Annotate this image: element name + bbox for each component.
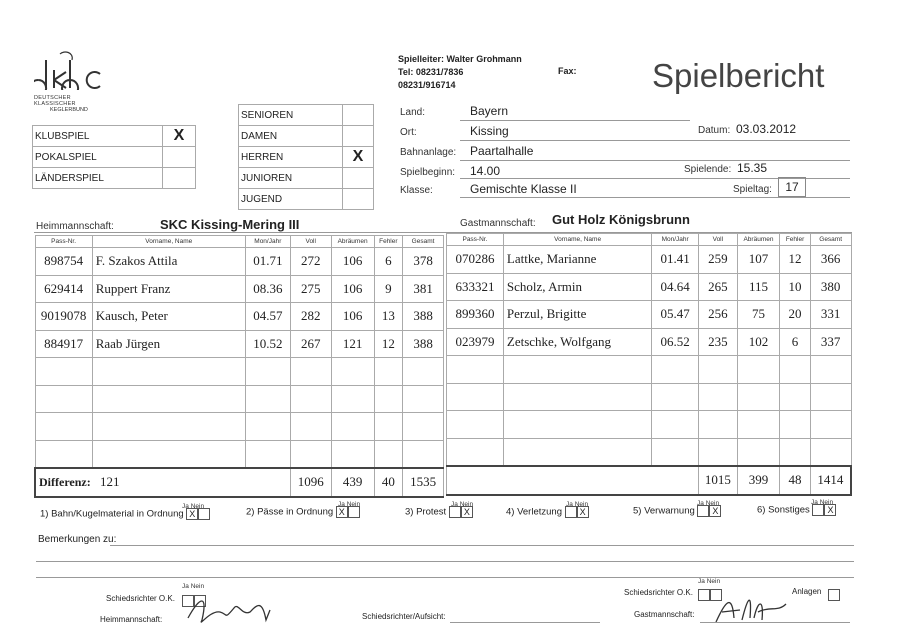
table-row — [35, 248, 444, 276]
page-title: Spielbericht — [652, 57, 825, 94]
empty-row — [447, 438, 852, 466]
heim-sign-label: Heimmannschaft: — [100, 615, 163, 624]
ja-label: Ja — [451, 501, 458, 508]
laenderspiel-label: LÄNDERSPIEL — [33, 168, 163, 189]
col-name: Vorname, Name — [503, 234, 651, 246]
ja-label: Ja — [182, 503, 189, 510]
player-name: Ruppert Franz — [92, 275, 245, 303]
logo-line2: KEGLERBUND — [50, 107, 88, 113]
voll: 235 — [699, 328, 738, 356]
bahnanlage-label: Bahnanlage: — [400, 147, 457, 158]
check-6 — [757, 499, 836, 516]
heim-label: Heimmannschaft: — [36, 221, 114, 232]
gast-total-voll: 1015 — [699, 466, 738, 495]
gesamt: 378 — [403, 248, 444, 276]
herren-label: HERREN — [239, 147, 343, 168]
land-value: Bayern — [470, 104, 509, 118]
heim-total-row — [35, 468, 444, 497]
table-row — [35, 330, 444, 358]
gast-header-row — [447, 234, 852, 246]
heim-total-fehler: 40 — [374, 468, 403, 497]
ja-checkbox[interactable]: X — [186, 508, 198, 520]
ja-label: Ja — [182, 583, 189, 590]
gesamt: 337 — [810, 328, 851, 356]
spielbeginn-value: 14.00 — [470, 164, 501, 178]
heim-total-voll: 1096 — [290, 468, 331, 497]
heim-header-row — [35, 236, 444, 248]
schiri-ok-label: Schiedsrichter O.K. — [106, 594, 175, 603]
junioren-mark — [343, 168, 374, 189]
gast-label: Gastmannschaft: — [460, 218, 536, 229]
abraeumen: 121 — [331, 330, 374, 358]
abraeumen: 107 — [737, 246, 780, 274]
ja-label: Ja — [566, 501, 573, 508]
fehler: 20 — [780, 301, 810, 329]
klubspiel-label: KLUBSPIEL — [33, 126, 163, 147]
check-2 — [246, 501, 361, 518]
voll: 272 — [290, 248, 331, 276]
spielende-value: 15.35 — [737, 161, 768, 175]
gesamt: 381 — [403, 275, 444, 303]
pokalspiel-mark — [163, 147, 196, 168]
abraeumen: 75 — [737, 301, 780, 329]
abraeumen: 115 — [737, 273, 780, 301]
gast-total-abraeumen: 399 — [737, 466, 780, 495]
nein-checkbox[interactable]: X — [709, 505, 721, 517]
ja-label: Ja — [697, 500, 704, 507]
bemerkungen-label: Bemerkungen zu: — [38, 534, 117, 545]
mon-jahr: 01.71 — [245, 248, 290, 276]
table-row — [447, 301, 852, 329]
damen-mark — [343, 126, 374, 147]
gesamt: 366 — [810, 246, 851, 274]
gesamt: 331 — [810, 301, 851, 329]
damen-label: DAMEN — [239, 126, 343, 147]
spielbeginn-label: Spielbeginn: — [400, 167, 456, 178]
player-name: Scholz, Armin — [503, 273, 651, 301]
match-type-table — [32, 125, 196, 189]
heim-total-gesamt: 1535 — [403, 468, 444, 497]
datum-value: 03.03.2012 — [736, 122, 797, 136]
col-fehler: Fehler — [374, 236, 403, 248]
spieltag-value: 17 — [778, 177, 806, 197]
herren-mark: X — [343, 147, 374, 168]
mon-jahr: 04.57 — [245, 303, 290, 331]
senioren-mark — [343, 105, 374, 126]
check-5 — [633, 500, 721, 517]
table-row — [447, 328, 852, 356]
nein-label: Nein — [190, 583, 205, 590]
schiri-ok2-ja-checkbox[interactable] — [698, 589, 710, 601]
abraeumen: 102 — [737, 328, 780, 356]
mon-jahr: 06.52 — [652, 328, 699, 356]
schiri-ok2-label: Schiedsrichter O.K. — [624, 588, 693, 597]
fehler: 12 — [780, 246, 810, 274]
spielende-label: Spielende: — [684, 164, 732, 175]
nein-checkbox[interactable]: X — [577, 506, 589, 518]
junioren-label: JUNIOREN — [239, 168, 343, 189]
tel2: 08231/916714 — [398, 80, 456, 90]
table-row — [35, 275, 444, 303]
gast-total-row — [447, 466, 852, 495]
nein-label: Nein — [574, 501, 589, 508]
player-name: Perzul, Brigitte — [503, 301, 651, 329]
mon-jahr: 04.64 — [652, 273, 699, 301]
voll: 267 — [290, 330, 331, 358]
gast-team-name: Gut Holz Königsbrunn — [552, 212, 690, 227]
anlagen-label: Anlagen — [792, 587, 822, 596]
nein-label: Nein — [346, 501, 361, 508]
nein-label: Nein — [705, 500, 720, 507]
gesamt: 380 — [810, 273, 851, 301]
pass-nr: 9019078 — [35, 303, 92, 331]
col-abraeumen: Abräumen — [737, 234, 780, 246]
voll: 275 — [290, 275, 331, 303]
col-fehler: Fehler — [780, 234, 810, 246]
empty-row — [35, 440, 444, 468]
check-label: 4) Verletzung — [506, 506, 562, 518]
pass-nr: 633321 — [447, 273, 504, 301]
abraeumen: 106 — [331, 248, 374, 276]
ja-checkbox[interactable]: X — [336, 506, 348, 518]
gesamt: 388 — [403, 303, 444, 331]
ja-label: Ja — [698, 578, 705, 585]
schiri-aufsicht-label: Schiedsrichter/Aufsicht: — [362, 612, 446, 621]
col-pass: Pass-Nr. — [447, 234, 504, 246]
fax-label: Fax: — [558, 66, 577, 76]
voll: 282 — [290, 303, 331, 331]
player-name: Raab Jürgen — [92, 330, 245, 358]
fehler: 12 — [374, 330, 403, 358]
heim-table — [34, 235, 444, 498]
nein-checkbox[interactable]: X — [461, 506, 473, 518]
spieltag-label: Spieltag: — [733, 184, 772, 195]
heim-team-name: SKC Kissing-Mering III — [160, 217, 300, 232]
tel: Tel: 08231/7836 — [398, 67, 464, 77]
laenderspiel-mark — [163, 168, 196, 189]
player-name: Lattke, Marianne — [503, 246, 651, 274]
voll: 259 — [699, 246, 738, 274]
fehler: 10 — [780, 273, 810, 301]
gast-total-gesamt: 1414 — [810, 466, 851, 495]
col-voll: Voll — [290, 236, 331, 248]
col-monjahr: Mon/Jahr — [652, 234, 699, 246]
klasse-label: Klasse: — [400, 185, 433, 196]
nein-label: Nein — [819, 499, 834, 506]
player-name: Zetschke, Wolfgang — [503, 328, 651, 356]
category-table — [238, 104, 374, 210]
heim-signature — [180, 590, 280, 628]
empty-row — [35, 385, 444, 413]
player-name: Kausch, Peter — [92, 303, 245, 331]
voll: 256 — [699, 301, 738, 329]
pass-nr: 884917 — [35, 330, 92, 358]
jugend-label: JUGEND — [239, 189, 343, 210]
empty-row — [35, 413, 444, 441]
klubspiel-mark: X — [163, 126, 196, 147]
col-pass: Pass-Nr. — [35, 236, 92, 248]
voll: 265 — [699, 273, 738, 301]
senioren-label: SENIOREN — [239, 105, 343, 126]
check-label: 1) Bahn/Kugelmaterial in Ordnung — [40, 508, 184, 520]
nein-label: Nein — [706, 578, 721, 585]
table-row — [447, 246, 852, 274]
empty-row — [35, 358, 444, 386]
gesamt: 388 — [403, 330, 444, 358]
col-voll: Voll — [699, 234, 738, 246]
check-label: 3) Protest — [405, 506, 447, 518]
table-row — [35, 303, 444, 331]
bahnanlage-value: Paartalhalle — [470, 144, 534, 158]
logo-graphic — [34, 50, 114, 90]
check-1 — [40, 503, 210, 520]
nein-checkbox[interactable]: X — [824, 504, 836, 516]
check-label: 5) Verwarnung — [633, 505, 695, 517]
empty-row — [447, 383, 852, 411]
land-label: Land: — [400, 107, 426, 118]
ort-value: Kissing — [470, 124, 509, 138]
abraeumen: 106 — [331, 275, 374, 303]
ja-label: Ja — [811, 499, 818, 506]
pass-nr: 629414 — [35, 275, 92, 303]
check-label: 6) Sonstiges — [757, 504, 810, 516]
mon-jahr: 01.41 — [652, 246, 699, 274]
differenz-value: 121 — [100, 474, 120, 490]
fehler: 9 — [374, 275, 403, 303]
spielleiter: Spielleiter: Walter Grohmann — [398, 54, 522, 64]
col-gesamt: Gesamt — [810, 234, 851, 246]
mon-jahr: 08.36 — [245, 275, 290, 303]
check-4 — [506, 501, 589, 518]
pass-nr: 899360 — [447, 301, 504, 329]
pass-nr: 070286 — [447, 246, 504, 274]
fehler: 6 — [780, 328, 810, 356]
table-row — [447, 273, 852, 301]
col-monjahr: Mon/Jahr — [245, 236, 290, 248]
ja-label: Ja — [338, 501, 345, 508]
col-name: Vorname, Name — [92, 236, 245, 248]
gast-table — [446, 233, 852, 496]
player-name: F. Szakos Attila — [92, 248, 245, 276]
pass-nr: 898754 — [35, 248, 92, 276]
pokalspiel-label: POKALSPIEL — [33, 147, 163, 168]
nein-label: Nein — [190, 503, 205, 510]
col-abraeumen: Abräumen — [331, 236, 374, 248]
klasse-value: Gemischte Klasse II — [470, 182, 577, 196]
pass-nr: 023979 — [447, 328, 504, 356]
mon-jahr: 05.47 — [652, 301, 699, 329]
nein-label: Nein — [459, 501, 474, 508]
heim-total-abraeumen: 439 — [331, 468, 374, 497]
gast-sign-label: Gastmannschaft: — [634, 610, 695, 619]
col-gesamt: Gesamt — [403, 236, 444, 248]
gast-total-fehler: 48 — [780, 466, 810, 495]
empty-row — [447, 356, 852, 384]
empty-row — [447, 411, 852, 439]
ort-label: Ort: — [400, 127, 417, 138]
datum-label: Datum: — [698, 125, 731, 136]
fehler: 6 — [374, 248, 403, 276]
fehler: 13 — [374, 303, 403, 331]
check-label: 2) Pässe in Ordnung — [246, 506, 334, 518]
abraeumen: 106 — [331, 303, 374, 331]
mon-jahr: 10.52 — [245, 330, 290, 358]
differenz-label: Differenz: — [39, 475, 91, 490]
dkbc-logo — [34, 50, 114, 113]
jugend-mark — [343, 189, 374, 210]
logo-line1: DEUTSCHER KLASSISCHER — [34, 95, 76, 107]
check-3 — [405, 501, 474, 518]
anlagen-checkbox[interactable] — [828, 589, 840, 601]
